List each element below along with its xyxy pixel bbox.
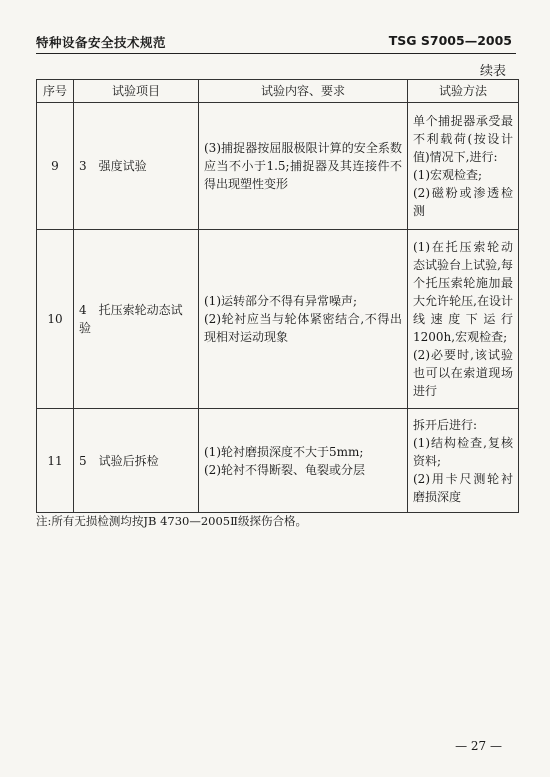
cell-item: 5 试验后拆检: [74, 409, 199, 513]
table-row: [37, 103, 519, 230]
content-line: (1)运转部分不得有异常噪声;: [204, 294, 358, 308]
content-line: (3)捕捉器按屈服极限计算的安全系数应当不小于1.5;捕捉器及其连接件不得出现塑性变形: [204, 141, 402, 191]
table-row: [37, 409, 519, 513]
cell-method: [408, 103, 519, 230]
method-line: 拆开后进行:: [413, 417, 478, 432]
col-header-seq: 序号: [37, 80, 74, 103]
col-header-content: 试验内容、要求: [199, 80, 408, 103]
page-number: — 27 —: [455, 739, 502, 753]
col-header-method: 试验方法: [408, 80, 519, 103]
method-line: (2)必要时,该试验也可以在索道现场进行: [413, 348, 513, 398]
cell-method: [408, 230, 519, 409]
method-line: 单个捕捉器承受最不利载荷(按设计值)情况下,进行:: [413, 114, 513, 164]
continued-label: 续表: [479, 64, 506, 79]
table-row: [37, 230, 519, 409]
cell-item: 3 强度试验: [74, 103, 199, 230]
spec-table: [36, 79, 519, 513]
col-header-item: 试验项目: [74, 80, 199, 103]
header-title: 特种设备安全技术规范: [36, 35, 167, 50]
cell-seq: 10: [37, 230, 74, 409]
table-note: 注:所有无损检测均按JB 4730—2005Ⅱ级探伤合格。: [36, 514, 307, 528]
method-line: (2)磁粉或渗透检测: [413, 186, 513, 218]
header-rule: [36, 53, 516, 54]
cell-seq: 11: [37, 409, 74, 513]
table-header-row: [37, 80, 519, 103]
cell-content: [199, 103, 408, 230]
method-line: (1)在托压索轮动态试验台上试验,每个托压索轮施加最大允许轮压,在设计线速度下运行1200h,宏观检查;: [413, 240, 513, 344]
cell-content: [199, 230, 408, 409]
cell-item: 4 托压索轮动态试验: [74, 230, 199, 409]
cell-seq: 9: [37, 103, 74, 230]
content-line: (2)轮衬应当与轮体紧密结合,不得出现相对运动现象: [204, 312, 402, 344]
content-line: (2)轮衬不得断裂、龟裂或分层: [204, 462, 365, 477]
method-line: (1)宏观检查;: [413, 168, 483, 182]
method-line: (1)结构检查,复核资料;: [413, 435, 513, 468]
method-line: (2)用卡尺测轮衬磨损深度: [413, 471, 513, 504]
cell-method: [408, 409, 519, 513]
cell-content: [199, 409, 408, 513]
content-line: (1)轮衬磨损深度不大于5mm;: [204, 444, 364, 459]
header-code: TSG S7005—2005: [388, 33, 512, 48]
